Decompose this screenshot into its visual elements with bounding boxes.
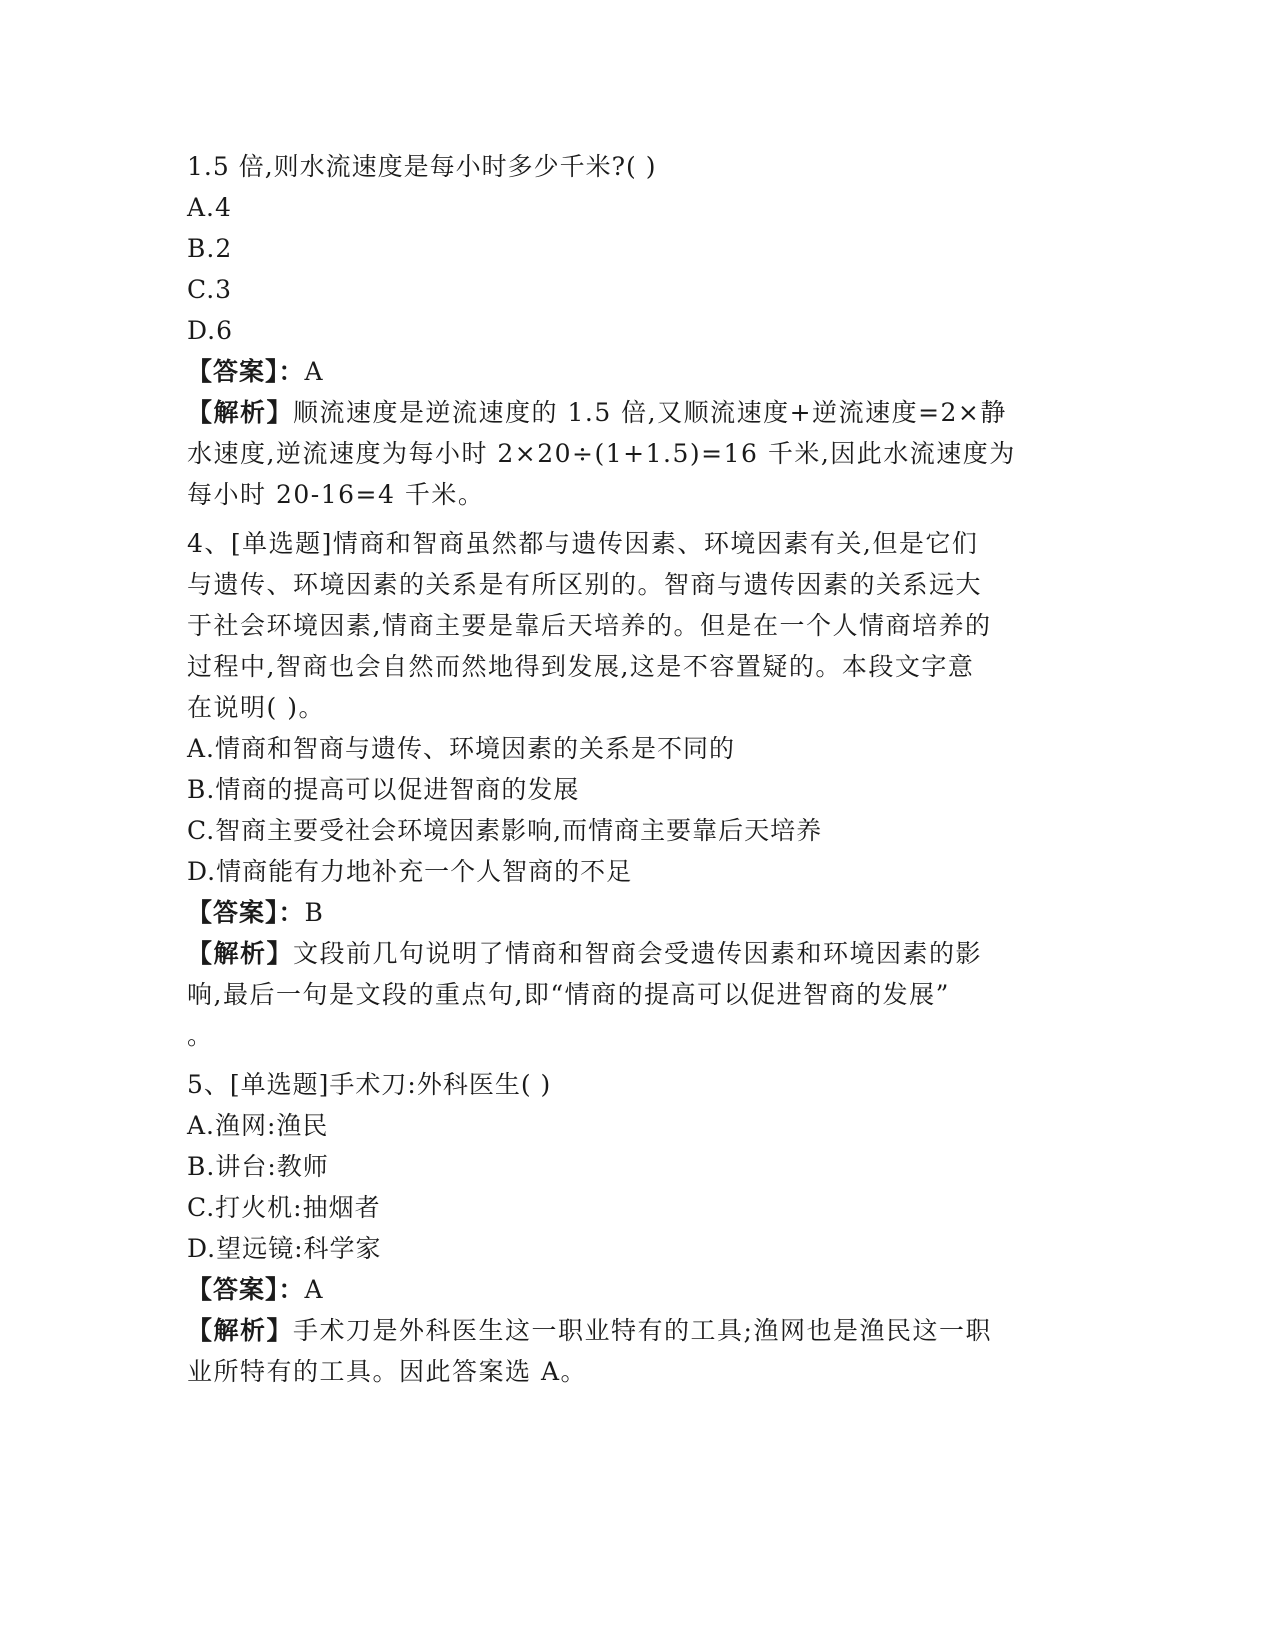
question-4-stem-line-1: 4、[单选题]情商和智商虽然都与遗传因素、环境因素有关,但是它们 bbox=[187, 529, 979, 558]
question-4-option-a: A.情商和智商与遗传、环境因素的关系是不同的 bbox=[187, 734, 736, 763]
question-3-analysis-line-2: 水速度,逆流速度为每小时 2×20÷(1+1.5)=16 千米,因此水流速度为 bbox=[187, 439, 1016, 468]
question-4-stem-line-4: 过程中,智商也会自然而然地得到发展,这是不容置疑的。本段文字意 bbox=[187, 652, 975, 681]
question-3-option-a: A.4 bbox=[187, 193, 232, 222]
document-content bbox=[187, 146, 1087, 1392]
analysis-text: 顺流速度是逆流速度的 1.5 倍,又顺流速度+逆流速度=2×静 bbox=[293, 398, 1007, 427]
question-5-answer bbox=[187, 1269, 1087, 1310]
answer-value: B bbox=[304, 898, 324, 927]
analysis-label: 【解析】 bbox=[187, 398, 294, 427]
question-4-analysis-line-1 bbox=[187, 933, 1087, 974]
question-5-analysis-line-2: 业所特有的工具。因此答案选 A。 bbox=[187, 1357, 588, 1386]
question-5-option-c: C.打火机:抽烟者 bbox=[187, 1193, 381, 1222]
answer-value: A bbox=[304, 1275, 324, 1304]
question-3-option-b: B.2 bbox=[187, 234, 233, 263]
question-3-analysis-line-3: 每小时 20-16=4 千米。 bbox=[187, 480, 485, 509]
analysis-label: 【解析】 bbox=[187, 939, 294, 968]
answer-label: 【答案】： bbox=[187, 1275, 305, 1304]
spacer bbox=[187, 515, 1087, 523]
question-5-stem: 5、[单选题]手术刀:外科医生( ) bbox=[187, 1070, 552, 1099]
question-3-analysis-line-1 bbox=[187, 392, 1087, 433]
question-4-stem-line-3: 于社会环境因素,情商主要是靠后天培养的。但是在一个人情商培养的 bbox=[187, 611, 992, 640]
question-3-stem: 1.5 倍,则水流速度是每小时多少千米?( ) bbox=[187, 152, 657, 181]
question-4-option-b: B.情商的提高可以促进智商的发展 bbox=[187, 775, 580, 804]
question-4-stem-line-5: 在说明( )。 bbox=[187, 693, 325, 722]
question-3-option-c: C.3 bbox=[187, 275, 233, 304]
answer-label: 【答案】： bbox=[187, 898, 305, 927]
question-3-option-d: D.6 bbox=[187, 316, 234, 345]
question-5-option-d: D.望远镜:科学家 bbox=[187, 1234, 382, 1263]
question-4-option-c: C.智商主要受社会环境因素影响,而情商主要靠后天培养 bbox=[187, 816, 823, 845]
analysis-text: 手术刀是外科医生这一职业特有的工具;渔网也是渔民这一职 bbox=[293, 1316, 992, 1345]
analysis-text: 文段前几句说明了情商和智商会受遗传因素和环境因素的影 bbox=[293, 939, 983, 968]
question-5-analysis-line-1 bbox=[187, 1310, 1087, 1351]
question-4-analysis-line-3: 。 bbox=[187, 1021, 214, 1050]
question-4 bbox=[187, 523, 1087, 1056]
question-3 bbox=[187, 146, 1087, 515]
analysis-label: 【解析】 bbox=[187, 1316, 294, 1345]
question-4-stem-line-2: 与遗传、环境因素的关系是有所区别的。智商与遗传因素的关系远大 bbox=[187, 570, 983, 599]
answer-label: 【答案】： bbox=[187, 357, 305, 386]
question-5 bbox=[187, 1064, 1087, 1392]
question-4-answer bbox=[187, 892, 1087, 933]
question-5-option-a: A.渔网:渔民 bbox=[187, 1111, 329, 1140]
question-4-analysis-line-2: 响,最后一句是文段的重点句,即“情商的提高可以促进智商的发展” bbox=[187, 980, 950, 1009]
answer-value: A bbox=[304, 357, 324, 386]
question-4-option-d: D.情商能有力地补充一个人智商的不足 bbox=[187, 857, 633, 886]
spacer bbox=[187, 1056, 1087, 1064]
question-3-answer bbox=[187, 351, 1087, 392]
question-5-option-b: B.讲台:教师 bbox=[187, 1152, 329, 1181]
